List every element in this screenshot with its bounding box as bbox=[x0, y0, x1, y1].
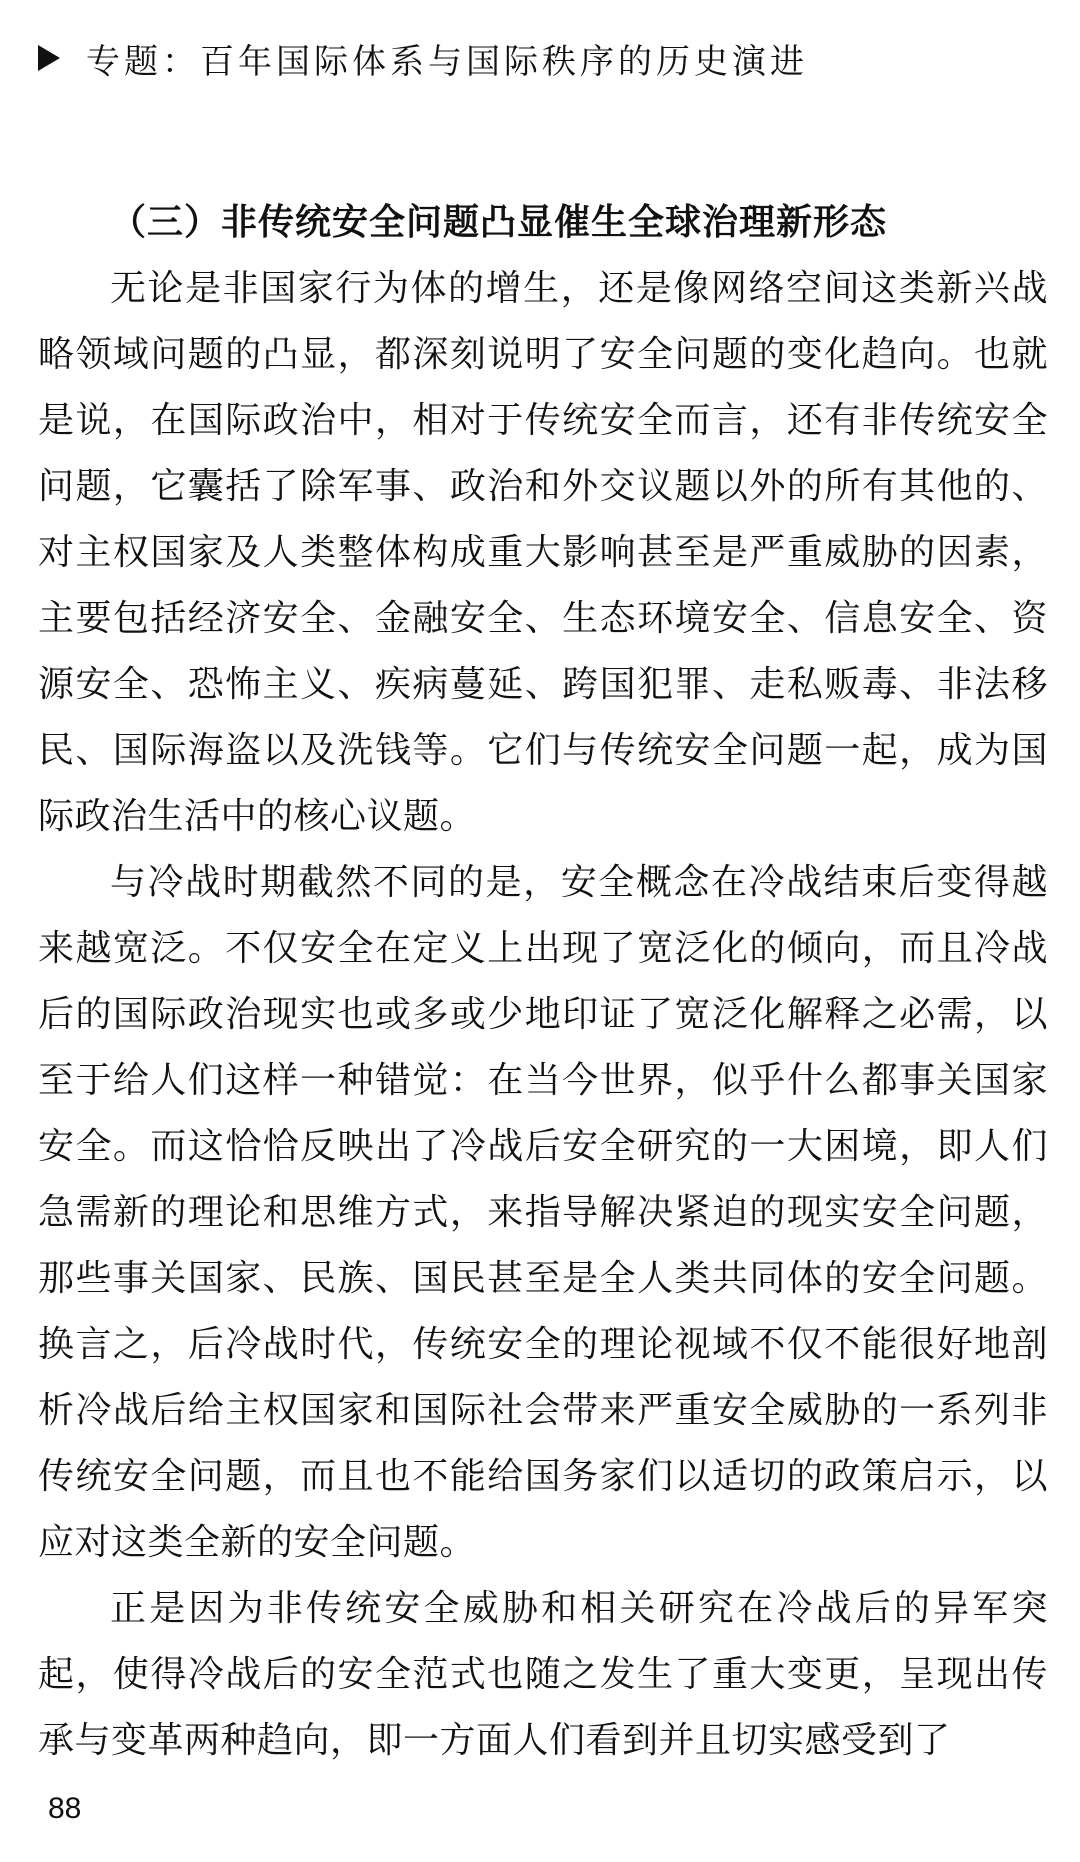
paragraph-2: 与冷战时期截然不同的是，安全概念在冷战结束后变得越来越宽泛。不仅安全在定义上出现了宽泛化的倾向，而且冷战后的国际政治现实也或多或少地印证了宽泛化解释之必需，以至于给人们这样一种错觉：在当今世界，似乎什么都事关国家安全。而这恰恰反映出了冷战后安全研究的一大困境，即人们急需新的理论和思维方式，来指导解决紧迫的现实安全问题，那些事关国家、民族、国民甚至是全人类共同体的安全问题。换言之，后冷战时代，传统安全的理论视域不仅不能很好地剖析冷战后给主权国家和国际社会带来严重安全威胁的一系列非传统安全问题，而且也不能给国务家们以适切的政策启示，以应对这类全新的安全问题。 bbox=[38, 862, 1048, 1563]
paragraph-3: 正是因为非传统安全威胁和相关研究在冷战后的异军突起，使得冷战后的安全范式也随之发生了重大变更，呈现出传承与变革两种趋向，即一方面人们看到并且切实感受到了 bbox=[38, 1588, 1048, 1761]
running-header-text: 专题：百年国际体系与国际秩序的历史演进 bbox=[86, 41, 808, 82]
paragraph-1: 无论是非国家行为体的增生，还是像网络空间这类新兴战略领域问题的凸显，都深刻说明了安全问题的变化趋向。也就是说，在国际政治中，相对于传统安全而言，还有非传统安全问题，它囊括了除军事、政治和外交议题以外的所有其他的、对主权国家及人类整体构成重大影响甚至是严重威胁的因素，主要包括经济安全、金融安全、生态环境安全、信息安全、资源安全、恐怖主义、疾病蔓延、跨国犯罪、走私贩毒、非法移民、国际海盗以及洗钱等。它们与传统安全问题一起，成为国际政治生活中的核心议题。 bbox=[38, 268, 1048, 837]
main-text bbox=[38, 190, 1048, 1774]
section-heading: （三）非传统安全问题凸显催生全球治理新形态 bbox=[110, 202, 888, 243]
running-header bbox=[38, 34, 1038, 82]
triangle-right-icon bbox=[38, 45, 60, 71]
page-number: 88 bbox=[48, 1792, 82, 1825]
